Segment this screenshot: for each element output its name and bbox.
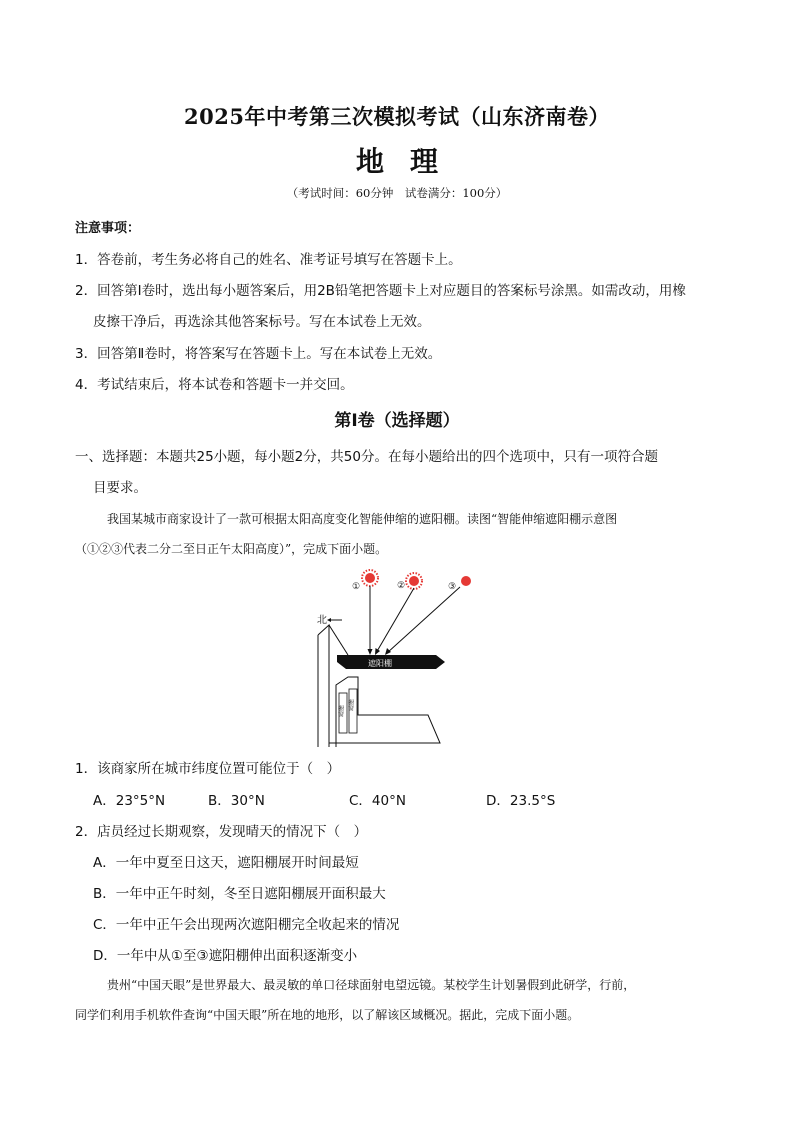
- question-1-option-c: C．40°N: [349, 793, 406, 809]
- sun-label-1: ①: [352, 582, 361, 592]
- notice-heading: 注意事项：: [75, 221, 141, 236]
- window-label-1: 橱窗: [336, 705, 344, 717]
- awning-diagram: [300, 565, 457, 747]
- notice-item-3: 3．回答第Ⅱ卷时，将答案写在答题卡上。写在本试卷上无效。: [75, 346, 442, 362]
- question-2-stem: 2．店员经过长期观察，发现晴天的情况下（ ）: [75, 824, 368, 840]
- subject-title: 地理: [355, 145, 464, 178]
- section-title: 第Ⅰ卷（选择题）: [334, 411, 460, 431]
- passage-2-line-1: 贵州“中国天眼”是世界最大、最灵敏的单口径球面射电望远镜。某校学生计划暑假到此研学，行前，: [107, 978, 636, 992]
- notice-item-1: 1．答卷前，考生务必将自己的姓名、准考证号填写在答题卡上。: [75, 252, 462, 268]
- sun-icon-1: [362, 570, 378, 586]
- question-1-stem: 1．该商家所在城市纬度位置可能位于（ ）: [75, 761, 341, 777]
- exam-time-info: （考试时间：60分钟 试卷满分：100分）: [286, 186, 508, 200]
- question-2-option-d: D．一年中从①至③遮阳棚伸出面积逐渐变小: [93, 948, 358, 964]
- sun-ray-2: [376, 588, 414, 653]
- exam-title: 2025年中考第三次模拟考试（山东济南卷）: [184, 104, 610, 129]
- notice-item-2: 2．回答第Ⅰ卷时，选出每小题答案后，用2B铅笔把答题卡上对应题目的答案标号涂黑。如需改动，用橡: [75, 283, 686, 299]
- north-label: 北: [317, 615, 327, 626]
- question-2-option-a: A．一年中夏至日这天，遮阳棚展开时间最短: [93, 855, 359, 871]
- shop-window-2: [346, 689, 357, 733]
- question-2-option-c: C．一年中正午会出现两次遮阳棚完全收起来的情况: [93, 917, 400, 933]
- sun-label-3: ③: [448, 582, 457, 592]
- question-1-option-d: D．23.5°S: [486, 793, 556, 809]
- notice-item-4: 4．考试结束后，将本试卷和答题卡一并交回。: [75, 377, 354, 393]
- wall-right-edge: [318, 625, 329, 747]
- sun-icon-3: [461, 576, 471, 586]
- sun-ray-3: [387, 587, 460, 653]
- question-1-option-b: B．30°N: [208, 793, 265, 809]
- sun-icon-2: [406, 573, 422, 589]
- sun-label-2: ②: [397, 581, 406, 591]
- question-1-option-a: A．23°5°N: [93, 793, 166, 809]
- window-label-2: 橱窗: [346, 699, 354, 711]
- passage-2-line-2: 同学们利用手机软件查询“中国天眼”所在地的地形，以了解该区域概况。据此，完成下面小题。: [75, 1008, 580, 1022]
- section-instruction: 一、选择题：本题共25小题，每小题2分，共50分。在每小题给出的四个选项中，只有一项符合题: [75, 449, 658, 465]
- awning-label: 遮阳棚: [368, 659, 392, 668]
- passage-1-line-1: 我国某城市商家设计了一款可根据太阳高度变化智能伸缩的遮阳棚。读图“智能伸缩遮阳棚示意图: [107, 512, 618, 526]
- notice-item-2-cont: 皮擦干净后，再选涂其他答案标号。写在本试卷上无效。: [93, 314, 431, 330]
- question-2-option-b: B．一年中正午时刻，冬至日遮阳棚展开面积最大: [93, 886, 386, 902]
- passage-1-line-2: （①②③代表二分二至日正午太阳高度）”，完成下面小题。: [75, 542, 388, 556]
- section-instruction-cont: 目要求。: [93, 480, 147, 496]
